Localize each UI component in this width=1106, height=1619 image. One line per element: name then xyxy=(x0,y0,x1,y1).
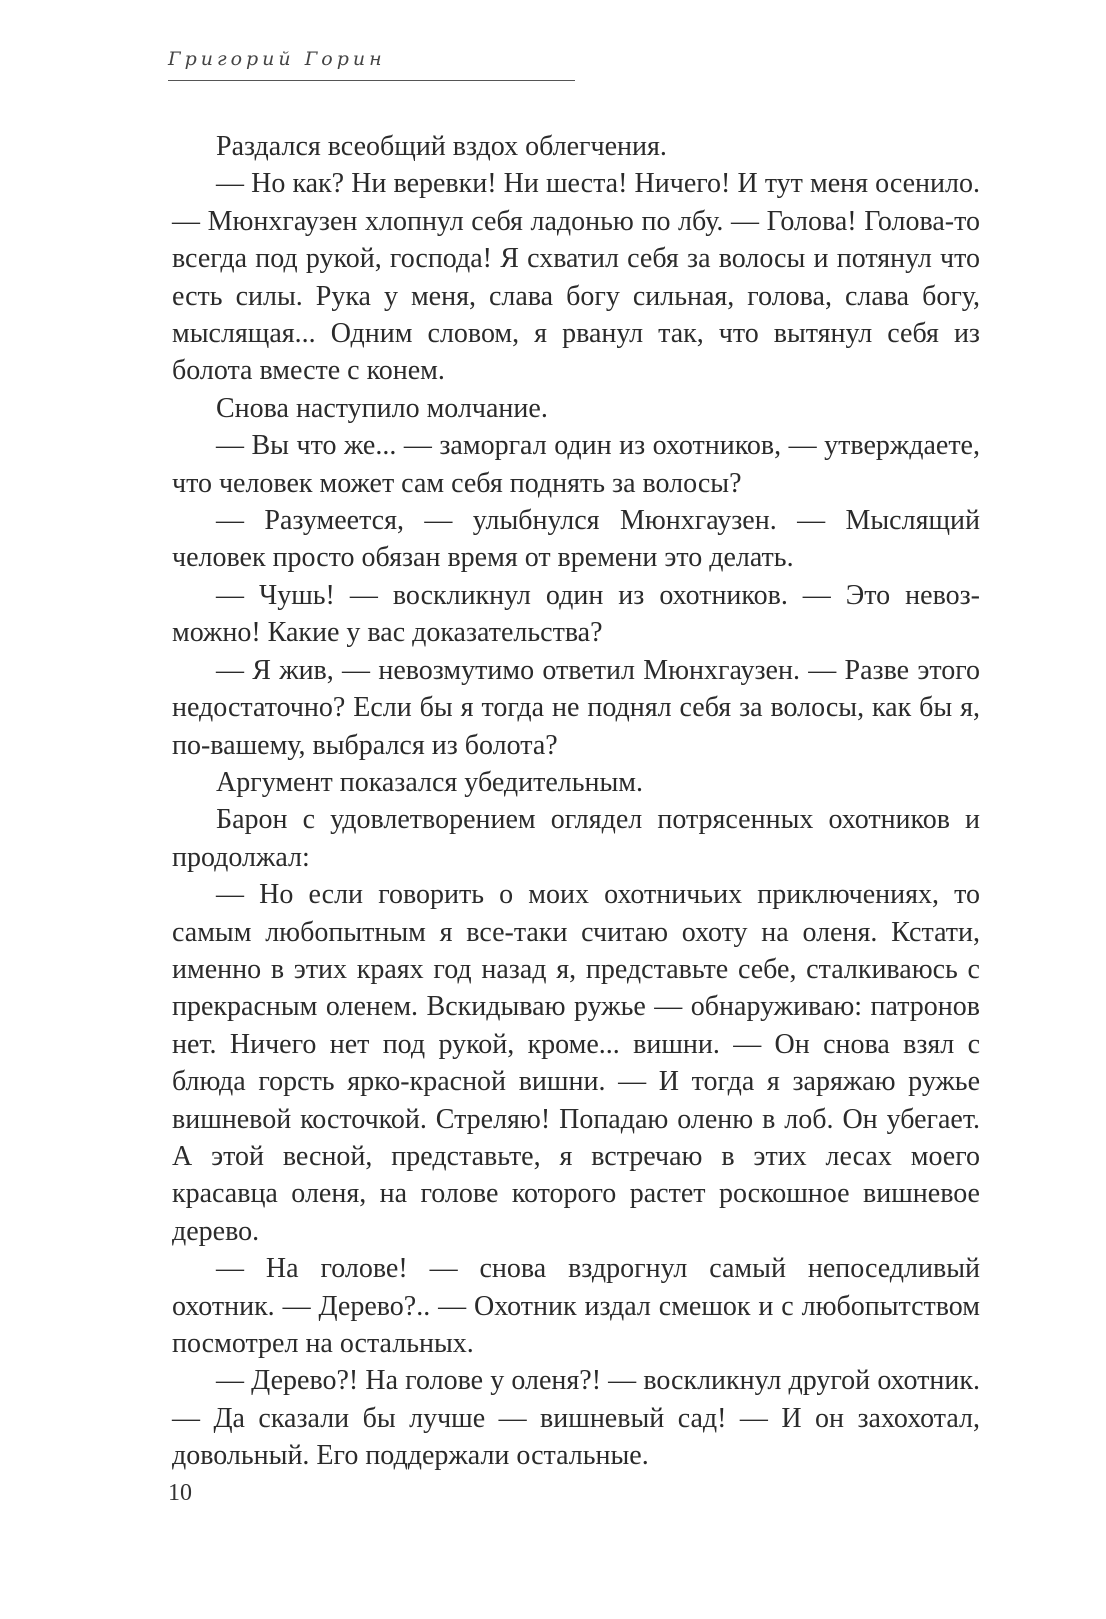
paragraph: — Вы что же... — заморгал один из охотников, — утверждаете, что человек может сам себя поднять за волосы? xyxy=(172,430,980,499)
paragraph: — Чушь! — воскликнул один из охотников. — Это невозможно! Какие у вас доказательства? xyxy=(172,579,980,649)
paragraph: — Разумеется, — улыбнулся Мюнхгаузен. — Мыслящий человек просто обязан время от времени это делать. xyxy=(172,505,980,574)
header-rule xyxy=(168,80,575,81)
paragraph: Снова наступило молчание. xyxy=(216,392,548,424)
paragraph: Аргумент показался убедительным. xyxy=(216,766,644,798)
running-head: Григорий Горин xyxy=(168,48,386,70)
paragraph: — Я жив, — невозмутимо ответил Мюнхгаузен. — Разве этого недостаточно? Если бы я тогда не поднял себя за волосы, как бы я, по-вашему, выбрался из болота? xyxy=(172,654,980,761)
paragraph: — На голове! — снова вздрогнул самый непоседливый охотник. — Дерево?.. — Охотник издал смешок и с любопытством посмотрел на остальных. xyxy=(172,1253,980,1359)
paragraph: — Но как? Ни веревки! Ни шеста! Ничего! И тут меня осенило. — Мюнхгаузен хлопнул себя ладонью по лбу. — Голова! Голова-то всегда под рукой, господа! Я схватил себя за волосы и потянул что есть силы. Рука у меня, слава богу сильная, голова, слава богу, мыслящая... Одним словом, я рванул так, что вытянул себя из болота вместе с конем. xyxy=(172,168,980,387)
body-text xyxy=(172,128,980,1475)
paragraph: Барон с удовлетворением оглядел потрясенных охотников и продолжал: xyxy=(172,804,980,873)
paragraph: — Дерево?! На голове у оленя?! — воскликнул другой охотник. — Да сказали бы лучше — вишневый сад! — И он захохотал, довольный. Его поддержали остальные. xyxy=(172,1365,980,1472)
page-number: 10 xyxy=(168,1480,192,1506)
paragraph: Раздался всеобщий вздох облегчения. xyxy=(216,131,667,162)
paragraph: — Но если говорить о моих охотничьих приключениях, то самым любопытным я все-таки считаю охоту на оленя. Кстати, именно в этих краях год назад я, представьте себе, сталкиваюсь с прекрасным оленем. Вскидываю ружье — обнаруживаю: патронов нет. Ничего нет под рукой, кроме... вишни. — Он снова взял с блюда горсть ярко-красной вишни. — И тогда я заряжаю ружье вишневой косточкой. Стреляю! Попадаю оленю в лоб. Он убегает. А этой весной, представьте, я встречаю в этих лесах моего красавца оленя, на голове которого растет роскошное вишневое дерево. xyxy=(172,879,980,1247)
